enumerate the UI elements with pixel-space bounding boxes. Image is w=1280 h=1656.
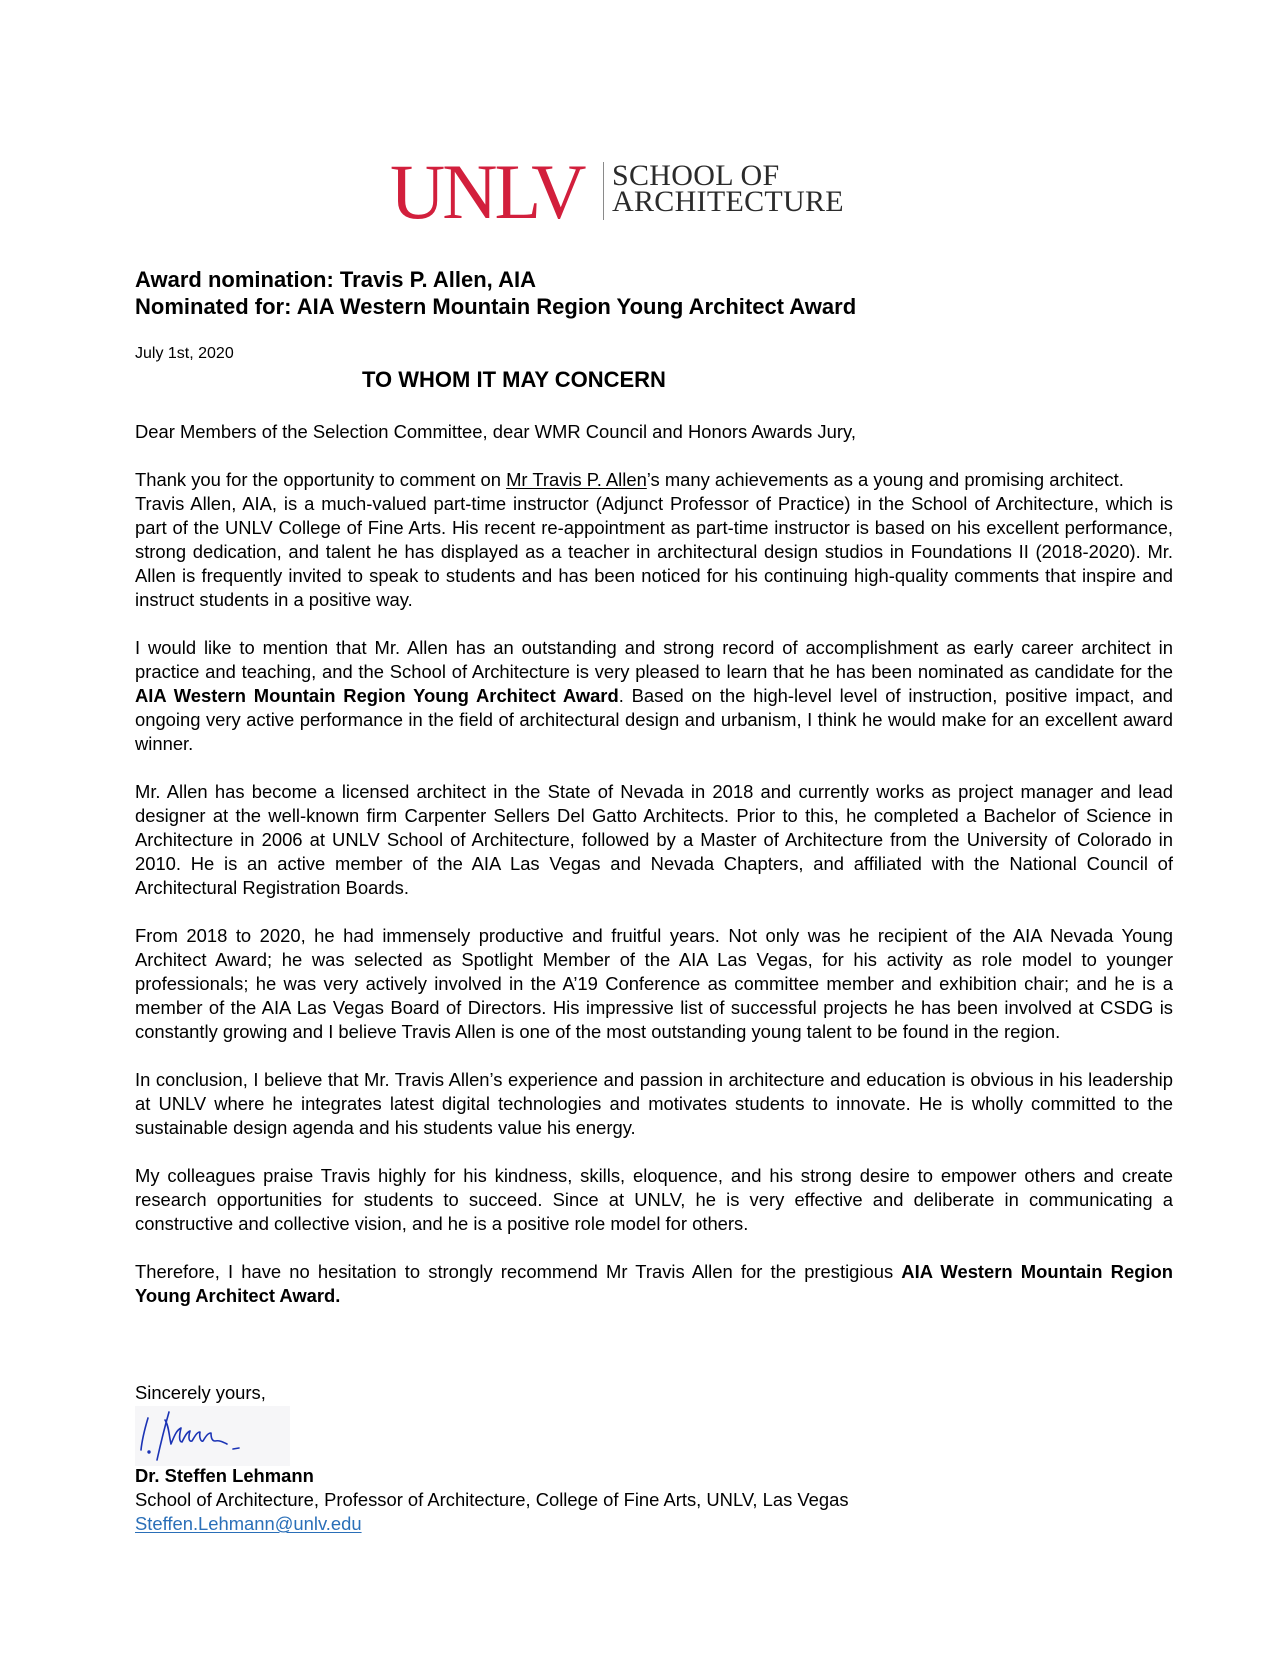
signer-email-link[interactable]: Steffen.Lehmann@unlv.edu [135,1513,362,1534]
signer-block [135,1464,849,1536]
logo-wordmark: UNLV [390,148,584,235]
closing: Sincerely yours, [135,1382,266,1403]
unlv-school-of-architecture-logo [390,148,910,235]
paragraph-career: Mr. Allen has become a licensed architect in the State of Nevada in 2018 and currently works as project manager and lead designer at the well-known firm Carpenter Sellers Del Gatto Architects. Prior to this, he completed a Bachelor of Science in Architecture in 2006 at UNLV School of Architecture, followed by a Master of Architecture from the University of Colorado in 2010. He is an active member of the AIA Las Vegas and Nevada Chapters, and affiliated with the National Council of Architectural Registration Boards. [135,781,1173,898]
paragraph-conclusion: In conclusion, I believe that Mr. Travis Allen’s experience and passion in architecture and education is obvious in his leadership at UNLV where he integrates latest digital technologies and motivates students to innovate. He is wholly committed to the sustainable design agenda and his students value his energy. [135,1069,1173,1138]
document-title [135,266,856,320]
paragraph-record [135,636,1173,756]
letter-date: July 1st, 2020 [135,345,234,362]
handwritten-signature-icon [135,1406,290,1466]
logo-divider [603,162,604,220]
title-line-nomination: Award nomination: Travis P. Allen, AIA [135,267,536,292]
recommendation-text: Therefore, I have no hesitation to strongly recommend Mr Travis Allen for the prestigious [135,1261,902,1282]
signer-role: School of Architecture, Professor of Architecture, College of Fine Arts, UNLV, Las Vegas [135,1489,849,1510]
signature-image [135,1406,290,1466]
letter-body [135,420,1173,1332]
award-name-bold: AIA Western Mountain Region Young Architect Award [135,685,619,706]
logo-unit-line2: ARCHITECTURE [612,185,844,218]
logo-unit-name [612,159,844,218]
nominee-name-underlined: Mr Travis P. Allen [506,469,647,490]
intro-text-cont: ’s many achievements as a young and promising architect. [646,469,1124,490]
logo-unit-line1: SCHOOL OF [612,159,780,192]
title-line-award: Nominated for: AIA Western Mountain Region Young Architect Award [135,294,857,319]
paragraph-teaching: Travis Allen, AIA, is a much-valued part-time instructor (Adjunct Professor of Practice) in the School of Architecture, which is part of the UNLV College of Fine Arts. His recent re-appointment as part-time instructor is based on his excellent performance, strong dedication, and talent he has displayed as a teacher in architectural design studios in Foundations II (2018-2020). Mr. Allen is frequently invited to speak to students and has been noticed for his continuing high-quality comments that inspire and instruct students in a positive way. [135,493,1173,610]
award-name-bold-final: AIA Western Mountain Region Young Architect Award. [135,1261,1173,1306]
record-text: I would like to mention that Mr. Allen has an outstanding and strong record of accomplishment as early career architect in practice and teaching, and the School of Architecture is very pleased to learn that he has been nominated as candidate for the [135,637,1173,682]
salutation-heading: TO WHOM IT MAY CONCERN [362,367,666,392]
record-text-cont: . Based on the high-level level of instruction, positive impact, and ongoing very active performance in the field of architectural design and urbanism, I think he would make for an excellent award winner. [135,685,1173,754]
signer-name: Dr. Steffen Lehmann [135,1465,314,1486]
intro-text: Thank you for the opportunity to comment on [135,469,507,490]
paragraph-intro [135,468,1173,492]
paragraph-colleagues: My colleagues praise Travis highly for his kindness, skills, eloquence, and his strong desire to empower others and create research opportunities for students to succeed. Since at UNLV, he is very effective and deliberate in communicating a constructive and collective vision, and he is a positive role model for others. [135,1165,1173,1234]
greeting: Dear Members of the Selection Committee, dear WMR Council and Honors Awards Jury, [135,421,856,442]
paragraph-achievements: From 2018 to 2020, he had immensely productive and fruitful years. Not only was he recipient of the AIA Nevada Young Architect Award; he was selected as Spotlight Member of the AIA Las Vegas, for his activity as role model to younger professionals; he was very actively involved in the A’19 Conference as committee member and exhibition chair; and he is a member of the AIA Las Vegas Board of Directors. His impressive list of successful projects he has been involved at CSDG is constantly growing and I believe Travis Allen is one of the most outstanding young talent to be found in the region. [135,925,1173,1042]
paragraph-recommendation [135,1260,1173,1308]
